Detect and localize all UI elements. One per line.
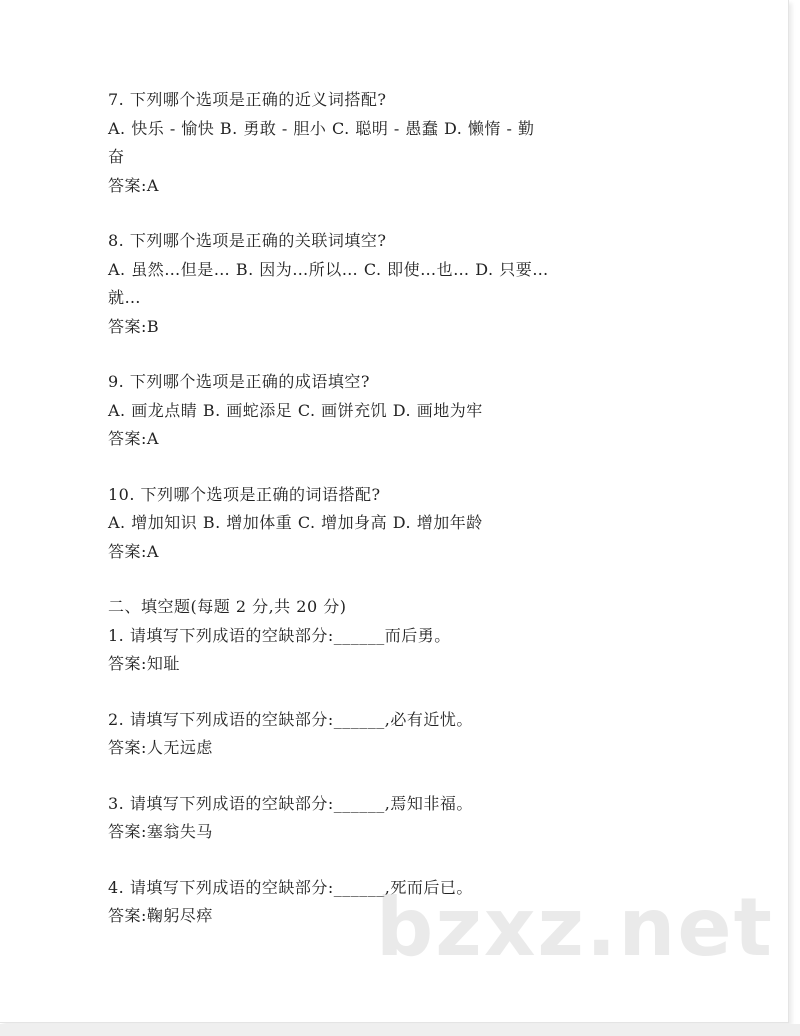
question-text: 10. 下列哪个选项是正确的词语搭配? xyxy=(108,484,381,504)
question-options: A. 虽然…但是… B. 因为…所以… C. 即使…也… D. 只要… xyxy=(108,259,549,279)
fill-question-answer: 答案:鞠躬尽瘁 xyxy=(108,906,213,925)
question-answer: 答案:A xyxy=(108,541,159,561)
question-10 xyxy=(108,481,683,567)
fill-question-text: 4. 请填写下列成语的空缺部分:______,死而后已。 xyxy=(108,877,473,897)
page-bottom-edge xyxy=(0,1024,800,1036)
document-content xyxy=(108,86,683,931)
section-fill-in xyxy=(108,593,683,679)
question-text: 8. 下列哪个选项是正确的关联词填空? xyxy=(108,231,387,250)
question-text: 7. 下列哪个选项是正确的近义词搭配? xyxy=(108,90,387,109)
question-answer: 答案:A xyxy=(108,429,159,448)
question-text: 9. 下列哪个选项是正确的成语填空? xyxy=(108,372,370,391)
question-answer: 答案:B xyxy=(108,316,160,336)
fill-question-text: 3. 请填写下列成语的空缺部分:______,焉知非福。 xyxy=(108,793,473,813)
fill-question-answer: 答案:知耻 xyxy=(108,654,180,673)
question-options: A. 快乐 - 愉快 B. 勇敢 - 胆小 C. 聪明 - 愚蠢 D. 懒惰 - 勤 xyxy=(108,118,535,138)
section-heading: 二、填空题(每题 2 分,共 20 分) xyxy=(108,597,347,616)
question-options: A. 增加知识 B. 增加体重 C. 增加身高 D. 增加年龄 xyxy=(108,513,483,532)
watermark: bzxz.net xyxy=(376,881,774,974)
question-options: A. 画龙点睛 B. 画蛇添足 C. 画饼充饥 D. 画地为牢 xyxy=(108,400,483,420)
question-answer: 答案:A xyxy=(108,175,159,195)
fill-question-answer: 答案:塞翁失马 xyxy=(108,822,213,841)
question-7 xyxy=(108,86,683,200)
fill-question-2 xyxy=(108,706,683,763)
question-options-continued: 奋 xyxy=(108,147,125,166)
question-8 xyxy=(108,227,683,341)
question-9 xyxy=(108,368,683,454)
question-options-continued: 就… xyxy=(108,288,142,307)
fill-question-text: 2. 请填写下列成语的空缺部分:______,必有近忧。 xyxy=(108,709,473,729)
fill-question-3 xyxy=(108,790,683,847)
fill-question-answer: 答案:人无远虑 xyxy=(108,738,213,757)
fill-question-text: 1. 请填写下列成语的空缺部分:______而后勇。 xyxy=(108,625,451,645)
